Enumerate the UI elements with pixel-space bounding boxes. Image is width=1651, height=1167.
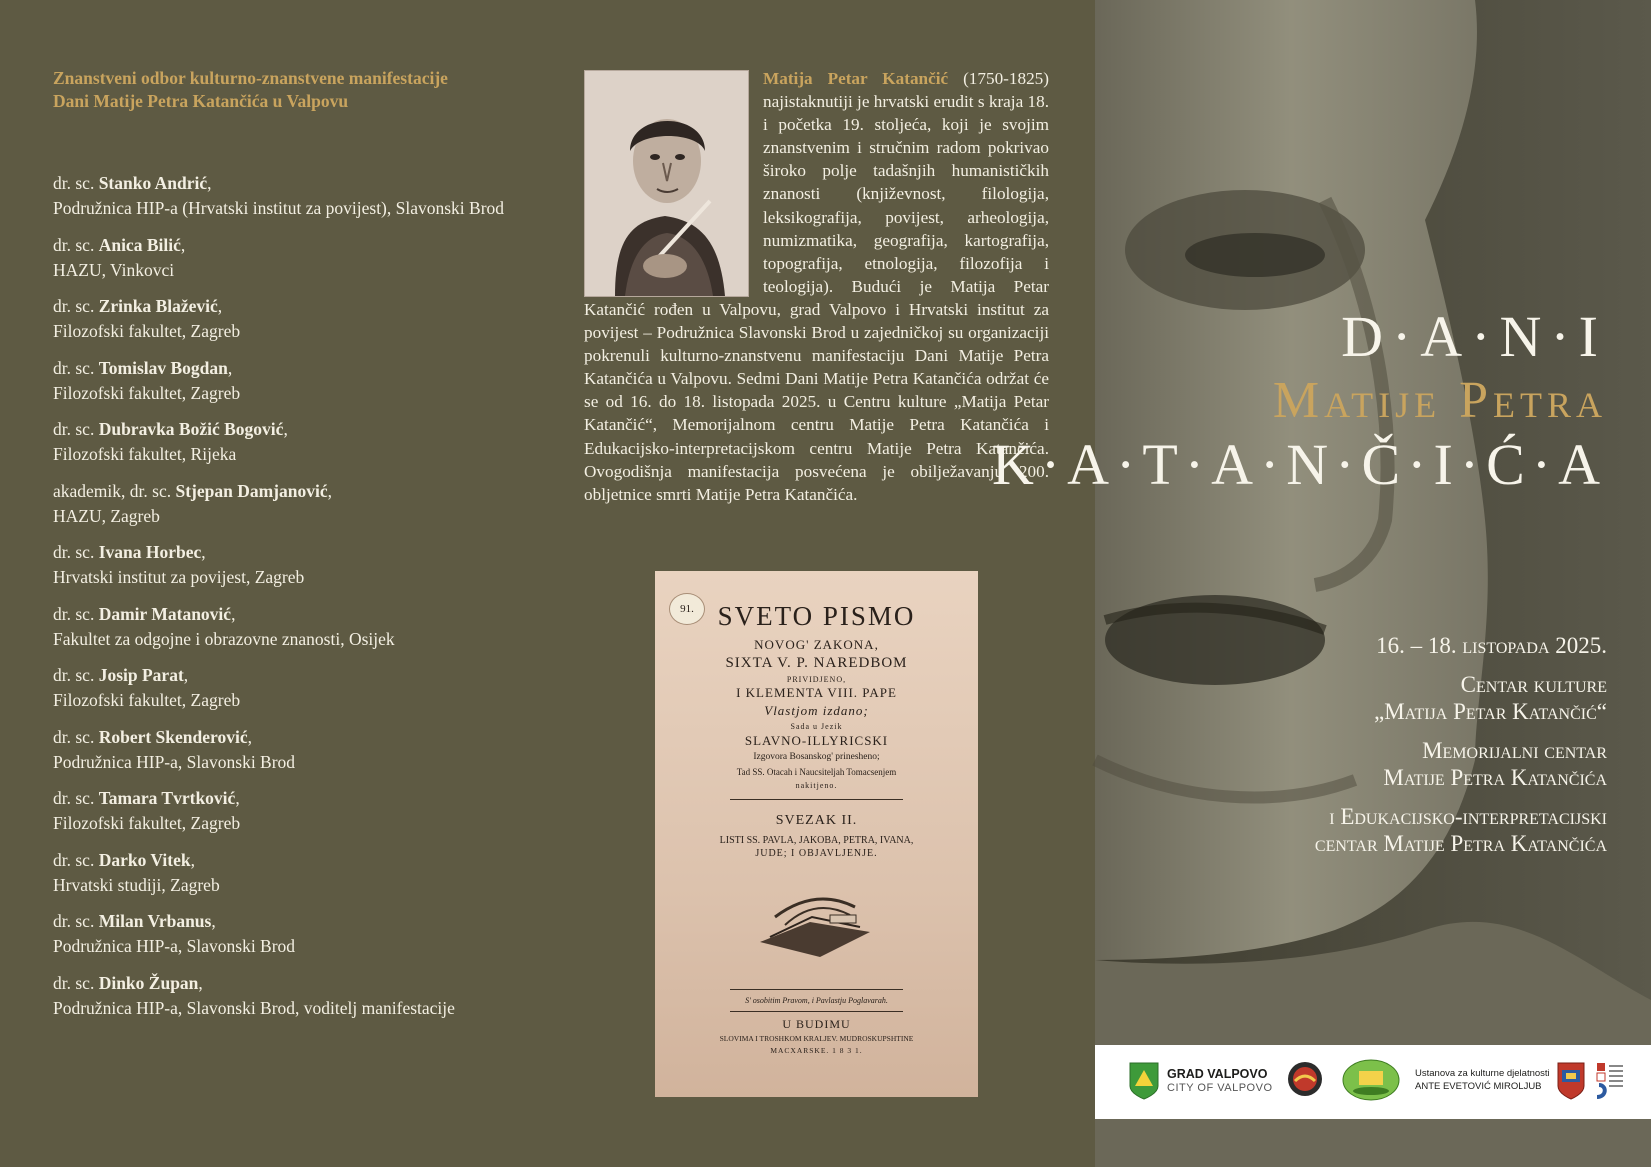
member-title-prefix: dr. sc. — [53, 234, 95, 255]
member-affiliation: Fakultet za odgojne i obrazovne znanosti, Osijek — [53, 628, 395, 649]
committee-member — [53, 971, 523, 1021]
book-line-6: Sada u Jezik — [790, 722, 843, 731]
member-name: Josip Parat — [98, 665, 184, 685]
bio-name: Matija Petar Katančić — [763, 69, 949, 88]
committee-member — [53, 602, 523, 652]
member-name: Zrinka Blažević — [98, 296, 218, 316]
county-crest-icon — [1557, 1062, 1585, 1100]
venue-education-center — [1315, 803, 1607, 857]
festival-title — [992, 305, 1607, 497]
member-name-line: dr. sc. Anica Bilić, — [53, 234, 186, 255]
member-title-prefix: dr. sc. — [53, 357, 95, 378]
venue-culture-center — [1315, 671, 1607, 725]
member-name-line: dr. sc. Darko Vitek, — [53, 849, 195, 870]
member-title-prefix: dr. sc. — [53, 296, 95, 316]
book-line-9: Tad SS. Otacah i Naucsiteljah Tomacsenjem — [736, 767, 897, 777]
venue-memorial-center — [1315, 737, 1607, 791]
member-affiliation: Podružnica HIP-a, Slavonski Brod — [53, 936, 296, 956]
committee-member — [53, 171, 523, 221]
member-name-line: dr. sc. Zrinka Blažević, — [53, 296, 223, 316]
member-title-prefix: dr. sc. — [53, 173, 95, 193]
book-line-2: SIXTA V. P. NAREDBOM — [725, 655, 908, 671]
member-name: Darko Vitek — [98, 849, 191, 870]
member-name-line: dr. sc. Robert Skenderović, — [53, 726, 252, 747]
cover-panel — [991, 0, 1651, 1167]
member-title-prefix: dr. sc. — [53, 788, 95, 808]
bio-text — [584, 67, 1049, 506]
book-line-8: Izgovora Bosanskog' prinesheno; — [753, 752, 880, 762]
ustanova-logo-line-2: ANTE EVETOVIĆ MIROLJUB — [1415, 1081, 1542, 1092]
member-name: Robert Skenderović — [98, 726, 248, 747]
event-date: 16. – 18. listopada 2025. — [1376, 633, 1607, 658]
committee-members-list — [53, 171, 523, 1032]
book-line-15: U BUDIMU — [782, 1017, 851, 1031]
member-name-line: akademik, dr. sc. Stjepan Damjanović, — [53, 480, 332, 501]
book-line-11: SVEZAK II. — [775, 813, 858, 828]
committee-member — [53, 417, 523, 467]
book-line-3: PRIVIDJENO, — [786, 675, 847, 684]
committee-title: Znanstveni odbor kulturno-znanstvene manifestacije Dani Matije Petra Katančića u Valpovu — [53, 68, 448, 111]
book-emblem-icon — [750, 887, 880, 967]
book-title-page-image — [655, 571, 978, 1097]
member-affiliation: Filozofski fakultet, Rijeka — [53, 444, 237, 464]
member-name-line: dr. sc. Dubravka Božić Bogović, — [53, 419, 288, 439]
member-title-prefix: dr. sc. — [53, 972, 95, 993]
venue-memorial-center-line-2: Matije Petra Katančića — [1383, 765, 1607, 790]
book-line-7: SLAVNO-ILLYRICSKI — [744, 733, 889, 748]
festival-title-line-1: D·A·N·I — [1341, 304, 1607, 369]
book-line-13: JUDE; I OBJAVLJENJE. — [755, 848, 878, 859]
festival-title-line-2: Matije Petra — [1272, 372, 1607, 429]
book-divider-1 — [730, 799, 903, 800]
member-title-prefix: dr. sc. — [53, 911, 95, 931]
member-name-line: dr. sc. Milan Vrbanus, — [53, 911, 216, 931]
committee-member — [53, 725, 523, 775]
valpovo-logo-name: GRAD VALPOVO — [1167, 1067, 1268, 1081]
member-affiliation: Filozofski fakultet, Zagreb — [53, 382, 241, 403]
venue-culture-center-line-2: „Matija Petar Katančić“ — [1374, 699, 1607, 724]
member-name: Dubravka Božić Bogović — [98, 419, 284, 439]
member-name: Tomislav Bogdan — [98, 357, 228, 378]
venue-memorial-center-line-1: Memorijalni centar — [1422, 738, 1607, 763]
venue-culture-center-line-1: Centar kulture — [1460, 672, 1607, 697]
book-line-17: MACXARSKE. 1 8 3 1. — [770, 1046, 863, 1055]
portrait-spacer — [584, 67, 763, 293]
event-info — [1315, 632, 1607, 869]
member-title-prefix: dr. sc. — [53, 849, 95, 870]
book-divider-2 — [730, 989, 903, 990]
member-name-line: dr. sc. Dinko Župan, — [53, 972, 203, 993]
committee-member — [53, 356, 523, 406]
member-title-prefix: dr. sc. — [53, 542, 95, 562]
committee-member — [53, 294, 523, 344]
member-title-prefix: dr. sc. — [53, 603, 95, 624]
book-line-4: I KLEMENTA VIII. PAPE — [736, 685, 897, 700]
ustanova-logo-line-1: Ustanova za kulturne djelatnosti — [1415, 1068, 1550, 1079]
member-name: Dinko Župan — [98, 972, 199, 993]
committee-member — [53, 786, 523, 836]
member-name: Milan Vrbanus — [98, 911, 212, 931]
member-name: Ivana Horbec — [98, 542, 202, 562]
member-affiliation: Filozofski fakultet, Zagreb — [53, 813, 241, 833]
book-stamp: 91. — [669, 593, 705, 625]
member-name-line: dr. sc. Ivana Horbec, — [53, 542, 206, 562]
member-affiliation: HAZU, Vinkovci — [53, 259, 175, 280]
committee-member — [53, 848, 523, 898]
member-affiliation: Podružnica HIP-a (Hrvatski institut za povijest), Slavonski Brod — [53, 198, 505, 218]
committee-panel — [0, 0, 560, 1167]
committee-member — [53, 909, 523, 959]
round-emblem-icon — [1287, 1061, 1323, 1097]
member-title-prefix: dr. sc. — [53, 419, 95, 439]
oval-green-emblem-icon — [1342, 1059, 1400, 1101]
hip-institute-logo-icon — [1595, 1061, 1625, 1101]
member-name-line: dr. sc. Stanko Andrić, — [53, 173, 212, 193]
committee-member — [53, 479, 523, 529]
book-line-1: NOVOG' ZAKONA, — [754, 637, 879, 652]
member-affiliation: Filozofski fakultet, Zagreb — [53, 321, 241, 341]
member-name-line: dr. sc. Tamara Tvrtković, — [53, 788, 240, 808]
committee-member — [53, 540, 523, 590]
member-affiliation: Hrvatski institut za povijest, Zagreb — [53, 567, 305, 587]
book-line-14: S' osobitim Pravom, i Pavlastju Poglavarah. — [745, 996, 888, 1005]
book-line-16: SLOVIMA I TROSHKOM KRALJEV. MUDROSKUPSHTINE — [719, 1034, 914, 1043]
member-affiliation: Podružnica HIP-a, Slavonski Brod, voditelj manifestacije — [53, 997, 455, 1018]
member-affiliation: Podružnica HIP-a, Slavonski Brod — [53, 751, 296, 772]
book-line-0: SVETO PISMO — [717, 601, 916, 631]
valpovo-crest-icon — [1129, 1062, 1159, 1100]
committee-member — [53, 663, 523, 713]
member-name: Stanko Andrić — [98, 173, 208, 193]
member-title-prefix: dr. sc. — [53, 665, 95, 685]
member-name: Stjepan Damjanović — [175, 480, 328, 501]
book-line-12: LISTI SS. PAVLA, JAKOBA, PETRA, IVANA, — [719, 835, 914, 846]
book-line-5: Vlastjom izdano; — [764, 703, 869, 718]
member-affiliation: Hrvatski studiji, Zagreb — [53, 874, 220, 895]
valpovo-logo-subtitle: CITY OF VALPOVO — [1167, 1082, 1273, 1094]
sponsor-logo-bar — [1095, 1045, 1651, 1119]
member-affiliation: HAZU, Zagreb — [53, 505, 160, 526]
member-title-prefix: dr. sc. — [53, 726, 95, 747]
venue-education-center-line-2: centar Matije Petra Katančića — [1314, 831, 1607, 856]
book-divider-3 — [730, 1011, 903, 1012]
member-name-line: dr. sc. Tomislav Bogdan, — [53, 357, 233, 378]
book-line-10: nakitjeno. — [795, 781, 838, 790]
member-name: Anica Bilić — [98, 234, 181, 255]
member-affiliation: Filozofski fakultet, Zagreb — [53, 690, 241, 710]
venue-education-center-line-1: i Edukacijsko-interpretacijski — [1329, 804, 1607, 829]
member-name: Damir Matanović — [98, 603, 232, 624]
member-name-line: dr. sc. Damir Matanović, — [53, 603, 236, 624]
member-name-line: dr. sc. Josip Parat, — [53, 665, 189, 685]
member-name: Tamara Tvrtković — [98, 788, 236, 808]
statue-face-image — [1095, 0, 1651, 1167]
committee-member — [53, 233, 523, 283]
festival-title-line-3: K·A·T·A·N·Č·I·Ć·A — [991, 432, 1607, 497]
member-title-prefix: akademik, dr. sc. — [53, 480, 172, 501]
bio-body: (1750-1825) najistaknutiji je hrvatski erudit s kraja 18. i početka 19. stoljeća, koji je svojim znanstvenim i stručnim radom pokrivao široko polje tadašnjih humanističkih znanosti (književnost, filologija, leksikografija, povijest, arheologija, numizmatika, geografija, kartografija, topografija, etnologija, filozofija i teologija). Budući je Matija Petar Katančić rođen u Valpovu, grad Valpovo i Hrvatski institut za povijest – Podružnica Slavonski Brod u zajedničkoj su organizaciji pokrenuli kulturno-znanstvenu manifestaciju Dani Matije Petra Katančića u Valpovu. Sedmi Dani Matije Petra Katančića održat će se od 16. do 18. listopada 2025. u Centru kulture „Matija Petar Katančić“, Memorijalnom centru Matije Petra Katančića i Edukacijsko-interpretacijskom centru Matije Petra Katančića. Ovogodišnja manifestacija posvećena je obilježavanju 200. obljetnice smrti Matije Petra Katančića. — [584, 69, 1049, 504]
